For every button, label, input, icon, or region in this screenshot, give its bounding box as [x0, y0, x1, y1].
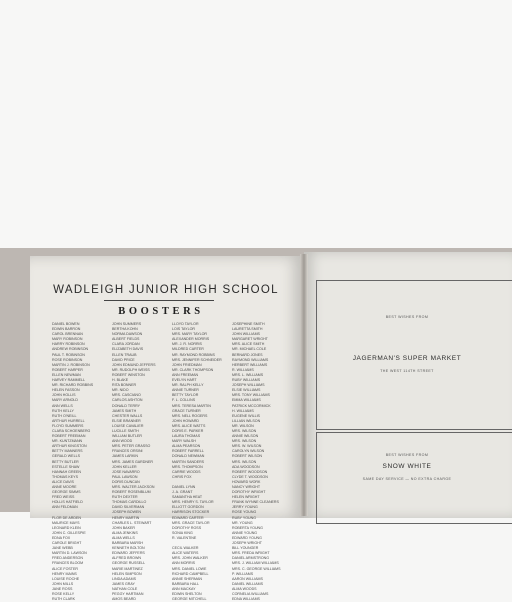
booster-name: ALEXANDER MORRIS: [172, 337, 210, 342]
booster-name: MR. RUDOLPH WEISS: [112, 367, 150, 372]
booster-name: ELLEN NEWMAN: [52, 372, 81, 377]
booster-name: JOHN KELLER: [112, 464, 137, 469]
booster-name: JOHN SUMMERS: [112, 322, 142, 326]
school-title: WADLEIGH JUNIOR HIGH SCHOOL: [53, 284, 279, 296]
ad-greeting: BEST WISHES FROM: [385, 453, 429, 457]
booster-name: LLOYD TAYLOR: [172, 322, 199, 326]
booster-name: ARTHUR KINGSTON: [52, 444, 87, 449]
booster-name: MRS. ALICE SMITH: [232, 342, 265, 347]
booster-name: EDWIN BARRON: [52, 327, 81, 332]
booster-name: CAROLYN WILSON: [232, 449, 265, 454]
booster-name: ELSIE WILLIAMS: [232, 388, 261, 393]
booster-name: MR. WILSON: [232, 423, 254, 428]
booster-name: CLARA SCHOENBERG: [52, 428, 91, 433]
booster-name: CAROL BRENNAN: [52, 332, 83, 337]
booster-name: HANNAH GREEN: [52, 469, 81, 474]
booster-name: DANIEL LYNN: [172, 485, 196, 489]
booster-name: BILL YOUNGER: [232, 546, 259, 551]
booster-name: CHESTER WALLS: [112, 413, 143, 418]
booster-name: MRS. NELL ROGERS: [172, 413, 208, 418]
booster-name: MRS. TONY WILLIAMS: [232, 393, 270, 398]
booster-name: DORIS DUNCAN: [112, 479, 140, 484]
booster-name: MRS. ALICE WATTS: [172, 423, 206, 428]
booster-name: RICHARD CAMPBELL: [172, 571, 209, 576]
booster-name: JAMES SMITH: [112, 408, 137, 413]
booster-name: HARRISON STOCKER: [172, 510, 210, 515]
booster-name: J. A. GRANT: [172, 490, 193, 495]
booster-name: CAROLE BRIGHT: [52, 541, 82, 546]
booster-name: MARY ROBINSON: [52, 337, 83, 342]
booster-name: NATHAN COLE: [112, 586, 138, 591]
booster-name: RUTH DEXTER: [112, 495, 138, 500]
booster-name: DANIEL ARMSTRONG: [232, 556, 270, 561]
booster-name: PATRICK MCCORMICK: [232, 403, 271, 408]
booster-name: BETTY MANNERS: [52, 449, 83, 454]
booster-name: SONIA KING: [172, 530, 193, 535]
booster-name: SAMANTHA HEAT: [172, 495, 203, 500]
booster-name: EVELYN HART: [172, 378, 197, 383]
booster-name: ROBERT ROSENBLUM: [112, 490, 151, 495]
booster-name: ANNIE TURNER: [172, 388, 199, 393]
booster-name: LAURETTA SMITH: [232, 327, 263, 332]
booster-name: MARY WALSH: [172, 439, 196, 444]
booster-name: MRS. WALTER JACKSON: [112, 485, 155, 489]
booster-name: ANN WELLS: [52, 403, 73, 408]
booster-name: JOHN HOLLIS: [52, 393, 76, 398]
booster-name: CARLOS ASHTON: [112, 398, 143, 403]
wall-background: [0, 0, 512, 248]
boosters-column-2: [112, 322, 170, 602]
booster-name: LOIS TAYLOR: [172, 327, 195, 332]
booster-name: ALMA WOODS: [232, 586, 257, 591]
booster-name: HOLLIS HATFIELD: [52, 500, 83, 505]
booster-name: THOMAS CARDILLO: [112, 500, 147, 505]
ad-business-name: SNOW WHITE: [382, 463, 432, 470]
booster-name: ANNIE WILSON: [232, 434, 259, 439]
booster-name: LILLIAN WILSON: [232, 418, 261, 423]
booster-name: ANDREW ROBINSON: [52, 347, 89, 352]
booster-name: HOWARD WORK: [232, 479, 261, 484]
booster-name: FRANK WYNNE CLEANERS: [232, 500, 279, 505]
booster-name: MRS. J. WILLIAM WILLIAMS: [232, 561, 279, 566]
booster-name: HELEN FASSON: [52, 388, 80, 393]
ad-tagline: SAME DAY SERVICE — NO EXTRA CHARGE: [362, 477, 452, 481]
booster-name: CARRIE WOODS: [172, 469, 201, 474]
booster-name: RUBY YOUNG: [232, 515, 257, 520]
booster-name: MRS. WILSON: [232, 428, 257, 433]
booster-name: FLOR DE ARDEN: [52, 515, 81, 520]
booster-name: WILLIAM BUTLER: [112, 434, 142, 439]
booster-name: MR. RAYMOND ROBBINS: [172, 352, 215, 357]
booster-name: LAURA THOMAS: [172, 434, 201, 439]
booster-name: MRS. GRACE TAYLOR: [172, 520, 210, 525]
booster-name: MRS. THOMPSON: [172, 464, 203, 469]
booster-name: FRANCES BLOOM: [52, 561, 84, 566]
ad-business-name: JAGERMAN'S SUPER MARKET: [352, 355, 462, 362]
booster-name: NANCY WRIGHT: [232, 485, 261, 489]
booster-name: MR. CLARK THOMPSON: [172, 367, 214, 372]
booster-name: MR. J. R. NORRIS: [172, 342, 202, 347]
booster-name: LOUISE ROCHE: [52, 576, 80, 581]
booster-name: LINDA ADAMS: [112, 576, 136, 581]
boosters-column-1: [52, 322, 110, 602]
booster-name: MAURICE MAYS: [52, 520, 80, 525]
booster-name: MRS. CASCIANO: [112, 393, 141, 398]
booster-name: H. WILLIAMS: [232, 408, 254, 413]
booster-name: THOMAS KEYS: [52, 474, 78, 479]
booster-name: MR. RICHARD ROBBINS: [52, 383, 94, 388]
booster-name: EDNA FOX: [52, 535, 71, 540]
booster-name: GRACE TURNER: [172, 408, 201, 413]
booster-name: ROSE ROBINSON: [52, 357, 83, 362]
booster-name: MRS. HENRY S. TAYLOR: [172, 500, 214, 505]
booster-name: CECIL WALKER: [172, 546, 199, 551]
booster-name: RUTH CLARK: [52, 597, 75, 602]
booster-name: MARTIN SANDERS: [172, 459, 205, 464]
booster-name: PAUL T. ROBINSON: [52, 352, 85, 357]
title-divider: [104, 300, 214, 301]
booster-name: H. BLAKE: [112, 378, 129, 383]
booster-name: RAYMOND WILLIAMS: [232, 357, 269, 362]
booster-name: ALMA PEARSON: [172, 444, 201, 449]
booster-name: DAVID PRICE: [112, 357, 135, 362]
booster-name: ARTHUR HURRELL: [52, 418, 85, 423]
booster-name: BERNARD JONES: [232, 352, 263, 357]
booster-name: ROBERT FARRELL: [172, 449, 204, 454]
booster-name: DOROTHY WRIGHT: [232, 490, 266, 495]
booster-name: ANN FREEMAN: [172, 372, 199, 377]
booster-name: HARVEY RAMMELL: [52, 378, 86, 383]
booster-name: AARON WILLIAMS: [232, 576, 263, 581]
booster-name: ROBERTA YOUNG: [232, 525, 263, 530]
booster-name: GEORGE RUSSELL: [112, 561, 146, 566]
booster-name: DONALD TERRY: [112, 403, 141, 408]
booster-name: CHRIS FOX: [172, 474, 192, 479]
ad-jagerman-super-market: [316, 280, 512, 430]
booster-name: MRS. C. GEORGE WILLIAMS: [232, 566, 281, 571]
booster-name: HERBERT WILLIAMS: [232, 362, 268, 367]
booster-name: JOSEPHINE SMITH: [232, 322, 265, 326]
booster-name: HENRY MARTIN: [112, 515, 140, 520]
ad-address: THE WEST 114TH STREET: [380, 369, 434, 373]
booster-name: RUBY WILLIAMS: [232, 378, 261, 383]
booster-name: JOHN HOWARD: [172, 418, 200, 423]
booster-name: MARY ARNOLD: [52, 398, 79, 403]
booster-name: MRS. JOHN WALKER: [172, 556, 208, 561]
booster-name: JAMES GRAY: [112, 581, 135, 586]
booster-name: ANN WOOD: [112, 439, 133, 444]
booster-name: JOSEPH WRIGHT: [232, 541, 262, 546]
booster-name: ELLIOTT GORDON: [172, 505, 204, 510]
booster-name: BETTY TAYLOR: [172, 393, 199, 398]
booster-name: ROSE YOUNG: [232, 510, 257, 515]
ad-snow-white: [316, 432, 512, 524]
booster-name: R. WILLIAMS: [232, 367, 254, 372]
booster-name: ROBERT WOODSON: [232, 469, 268, 474]
booster-name: FLOYD SUMMERS: [52, 423, 84, 428]
booster-name: JOHN C. GILLESPIE: [52, 530, 86, 535]
booster-name: JANE ROSS: [52, 586, 73, 591]
booster-name: PEGGY HARTMAN: [112, 591, 144, 596]
booster-name: CHARLES L. STEWART: [112, 520, 152, 525]
booster-name: JOSEPH BOWEN: [112, 510, 141, 515]
booster-name: MRS. TERESA MARTIN: [172, 403, 211, 408]
booster-name: MR. KUNTZMANN: [52, 439, 83, 444]
booster-name: DORIS E. PARKER: [172, 428, 204, 433]
booster-name: ROBERT WILSON: [232, 454, 263, 459]
booster-name: MILDRED CARTER: [172, 347, 204, 352]
booster-name: DANIEL BOWEN: [52, 322, 80, 326]
booster-name: ALICE DAVIS: [52, 479, 74, 484]
booster-name: ROBERT HARPER: [52, 367, 83, 372]
booster-name: HELEN WRIGHT: [232, 495, 260, 500]
booster-name: JERRY YOUNG: [232, 505, 258, 510]
boosters-column-3: [172, 322, 230, 602]
booster-name: MR. NIDO: [112, 388, 129, 393]
booster-name: BERTHA KOHN: [112, 327, 138, 332]
booster-name: EDWARD JEFFERS: [112, 551, 145, 556]
booster-name: JOSE NAVARRO: [112, 469, 140, 474]
booster-name: MR. RALPH KELLY: [172, 383, 204, 388]
booster-name: ALMA WELLS: [112, 535, 135, 540]
booster-name: JOHN FRIEDMAN: [172, 362, 202, 367]
boosters-heading: BOOSTERS: [118, 306, 204, 317]
booster-name: EDWARD YOUNG: [232, 535, 262, 540]
booster-name: MRS. W. WILSON: [232, 444, 262, 449]
booster-name: RUTH O'NEILL: [52, 413, 77, 418]
booster-name: MARTIN J. ROBINSON: [52, 362, 90, 367]
booster-name: BARBARA HALL: [172, 581, 199, 586]
ad-greeting: BEST WISHES FROM: [385, 315, 429, 319]
booster-name: FRED WEISS: [52, 495, 75, 500]
booster-name: RUTH KELLY: [52, 408, 74, 413]
booster-name: MARTIN D. LAWSON: [52, 551, 87, 556]
booster-name: F. L. COLLINS: [172, 398, 196, 403]
booster-name: CORNELIA WILLIAMS: [232, 591, 269, 596]
booster-name: FRANCES ORSINI: [112, 449, 143, 454]
booster-name: EMMA WILLIAMS: [232, 398, 261, 403]
booster-name: ALMA JENKINS: [112, 530, 138, 535]
booster-name: NORMA DAWSON: [112, 332, 143, 337]
booster-name: EDWARD CARTER: [172, 515, 204, 520]
booster-name: ANN FELDMAN: [52, 505, 78, 510]
book-spine: [300, 254, 308, 516]
booster-name: LEONARD KLEIN: [52, 525, 81, 530]
booster-name: JOHN WILLIAMS: [232, 332, 260, 337]
booster-name: ELLEN TRAUB: [112, 352, 137, 357]
booster-name: CLARA JORDAN: [112, 342, 140, 347]
booster-name: R. VALENTINE: [172, 535, 197, 540]
booster-name: ANN MORRIS: [172, 561, 195, 566]
booster-name: MRS. PETER GRASSO: [112, 444, 151, 449]
booster-name: ROBERT FREEMAN: [52, 434, 86, 439]
booster-name: ALBERT FIELDS: [112, 337, 140, 342]
booster-name: KENNETH BOLTON: [112, 546, 145, 551]
booster-name: EDNA WILLIAMS: [232, 597, 260, 602]
booster-name: DANIEL WILLIAMS: [232, 581, 264, 586]
booster-name: JOHN MILLS: [52, 581, 74, 586]
booster-name: RITA BONNER: [112, 383, 137, 388]
booster-name: JANE WEBB: [52, 546, 73, 551]
booster-name: MRS. FREDA WRIGHT: [232, 551, 270, 556]
booster-name: FRED ANDERSON: [52, 556, 83, 561]
booster-name: ALFRED BROWN: [112, 556, 141, 561]
booster-name: MRS. L. WILLIAMS: [232, 372, 264, 377]
booster-name: MRS. JENNIFER SCHNEIDER: [172, 357, 222, 362]
booster-name: ELSIE BRANNER: [112, 418, 141, 423]
booster-name: GEORGE MITCHELL: [172, 597, 207, 602]
booster-name: ADA WOODSON: [232, 464, 260, 469]
booster-name: MRS. MARY TAYLOR: [172, 332, 208, 337]
booster-name: GEORGE SIMMS: [52, 490, 81, 495]
booster-name: ANN MACKAY: [172, 586, 196, 591]
booster-name: JAMES LARKIN: [112, 454, 138, 459]
booster-name: JOHN BAKER: [112, 525, 135, 530]
booster-name: JOSEPH WILLIAMS: [232, 383, 265, 388]
booster-name: MRS. WILSON: [232, 459, 257, 464]
booster-name: ELIZABETH DAVIS: [112, 347, 144, 352]
booster-name: ANNIE YOUNG: [232, 530, 258, 535]
booster-name: ROSE KELLY: [52, 591, 75, 596]
booster-name: DONALD NEWMAN: [172, 454, 205, 459]
booster-name: GERALD WELLS: [52, 454, 80, 459]
booster-name: DOROTHY ROSS: [172, 525, 202, 530]
booster-name: ANNIE SHERMAN: [172, 576, 202, 581]
booster-name: HARRY ROBINSON: [52, 342, 85, 347]
booster-name: MR. MICHAEL COLE: [232, 347, 267, 352]
booster-name: MRS. JAMES GARDNER: [112, 459, 153, 464]
booster-name: MRS. WILSON: [232, 439, 257, 444]
booster-name: ANNE MOORE: [52, 485, 77, 489]
booster-name: MRS. DANIEL LOWE: [172, 566, 207, 571]
booster-name: BETTY BUTLER: [52, 459, 79, 464]
booster-name: CLYDE T. WOODSON: [232, 474, 268, 479]
booster-name: AMOS BEARD: [112, 597, 136, 602]
booster-name: MR. YOUNG: [232, 520, 253, 525]
booster-name: PAUL LAWSON: [112, 474, 138, 479]
booster-name: HELEN SIMPSON: [112, 571, 142, 576]
booster-name: MARGARET WRIGHT: [232, 337, 268, 342]
booster-name: EDWIN SHELTON: [172, 591, 202, 596]
booster-name: ALICE FOSTER: [52, 566, 78, 571]
booster-name: LUCILLE SMITH: [112, 428, 139, 433]
booster-name: ALICE WATERS: [172, 551, 199, 556]
boosters-column-4: [232, 322, 290, 602]
booster-name: BARBARA MARSH: [112, 541, 143, 546]
booster-name: EUGENE WILLIS: [232, 413, 260, 418]
booster-name: ESTELLE SHAW: [52, 464, 80, 469]
booster-name: DAVID SILVERMAN: [112, 505, 145, 510]
booster-name: JOHN EDMUND JEFFERS: [112, 362, 156, 367]
booster-name: MARIE MARTINEZ: [112, 566, 143, 571]
booster-name: P. WILLIAMS: [232, 571, 254, 576]
booster-name: ROBERT WINSTON: [112, 372, 145, 377]
booster-name: LOUISE CAVALIER: [112, 423, 144, 428]
booster-name: HENRY MAINS: [52, 571, 77, 576]
